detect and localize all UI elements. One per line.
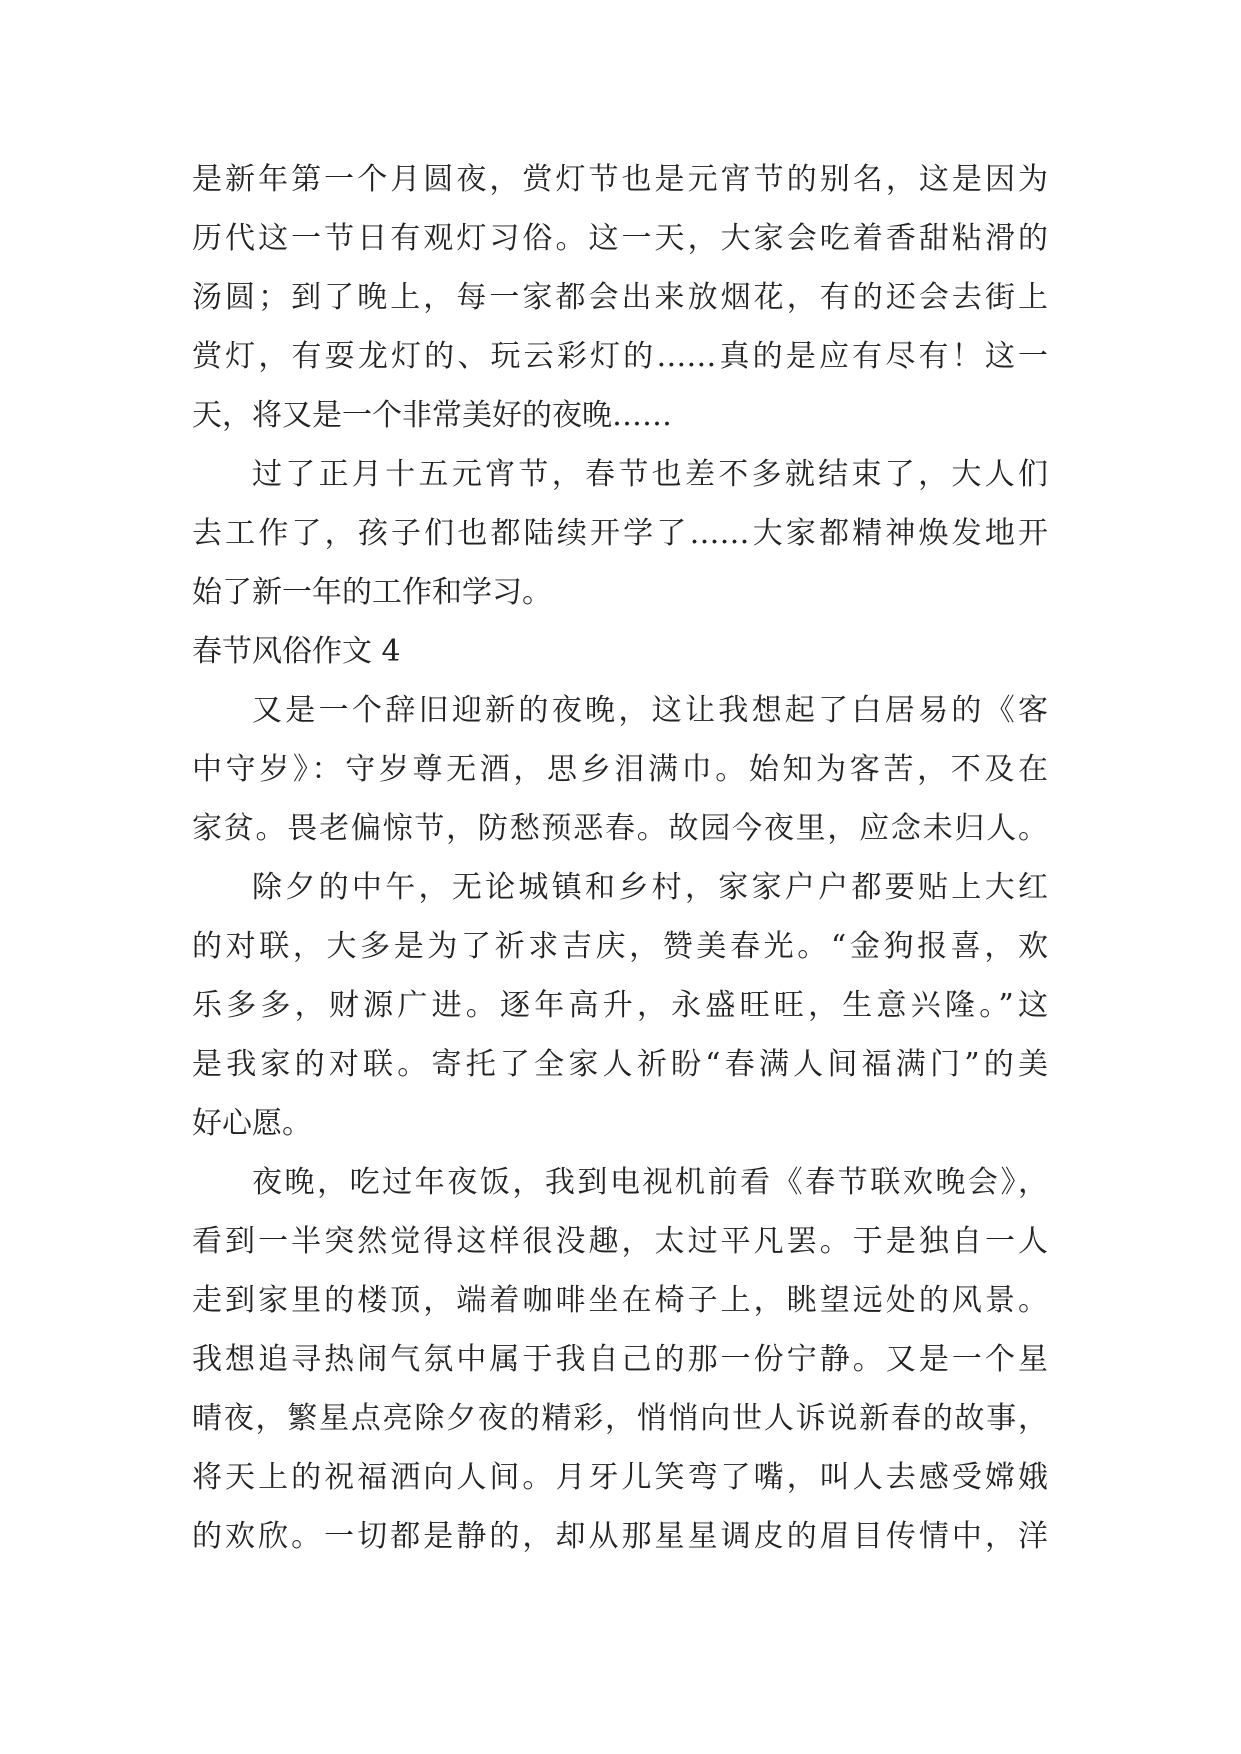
- text-line: 中守岁》：守岁尊无酒，思乡泪满巾。始知为客苦，不及在: [192, 752, 1048, 787]
- text-line: 的对联，大多是为了祈求吉庆，赞美春光。“金狗报喜，欢: [192, 929, 1048, 964]
- text-line: 汤圆；到了晚上，每一家都会出来放烟花，有的还会去街上: [192, 280, 1048, 315]
- text-line: 去工作了，孩子们也都陆续开学了……大家都精神焕发地开: [192, 516, 1048, 551]
- text-line: 走到家里的楼顶，端着咖啡坐在椅子上，眺望远处的风景。: [192, 1283, 1048, 1318]
- text-line: 天，将又是一个非常美好的夜晚……: [192, 398, 672, 433]
- text-line: 过了正月十五元宵节，春节也差不多就结束了，大人们: [252, 457, 1048, 492]
- paragraph: [192, 681, 1048, 858]
- text-line: 始了新一年的工作和学习。: [192, 575, 552, 610]
- text-line: 乐多多，财源广进。逐年高升，永盛旺旺，生意兴隆。”这: [192, 988, 1048, 1023]
- text-line: 赏灯，有耍龙灯的、玩云彩灯的……真的是应有尽有！这一: [192, 339, 1048, 374]
- text-line: 将天上的祝福洒向人间。月牙儿笑弯了嘴，叫人去感受嫦娥: [192, 1460, 1048, 1495]
- text-line: 除夕的中午，无论城镇和乡村，家家户户都要贴上大红: [252, 870, 1048, 905]
- paragraph: [192, 858, 1048, 1153]
- text-line: 好心愿。: [192, 1106, 312, 1141]
- paragraph: [192, 445, 1048, 622]
- paragraph: [192, 1153, 1048, 1566]
- text-line: 夜晚，吃过年夜饭，我到电视机前看《春节联欢晚会》，: [252, 1165, 1048, 1200]
- heading-text: 春节风俗作文 4: [192, 634, 401, 669]
- section-heading: [192, 622, 1048, 681]
- text-line: 是我家的对联。寄托了全家人祈盼“春满人间福满门”的美: [192, 1047, 1048, 1082]
- text-line: 我想追寻热闹气氛中属于我自己的那一份宁静。又是一个星: [192, 1342, 1048, 1377]
- text-line: 家贫。畏老偏惊节，防愁预恶春。故园今夜里，应念未归人。: [192, 811, 1048, 846]
- text-line: 历代这一节日有观灯习俗。这一天，大家会吃着香甜粘滑的: [192, 221, 1048, 256]
- text-line: 晴夜，繁星点亮除夕夜的精彩，悄悄向世人诉说新春的故事，: [192, 1401, 1048, 1436]
- text-line: 的欢欣。一切都是静的，却从那星星调皮的眉目传情中，洋: [192, 1519, 1048, 1554]
- text-line: 是新年第一个月圆夜，赏灯节也是元宵节的别名，这是因为: [192, 162, 1048, 197]
- text-line: 看到一半突然觉得这样很没趣，太过平凡罢。于是独自一人: [192, 1224, 1048, 1259]
- text-line: 又是一个辞旧迎新的夜晚，这让我想起了白居易的《客: [252, 693, 1048, 728]
- document-page: [192, 150, 1048, 1566]
- paragraph: [192, 150, 1048, 445]
